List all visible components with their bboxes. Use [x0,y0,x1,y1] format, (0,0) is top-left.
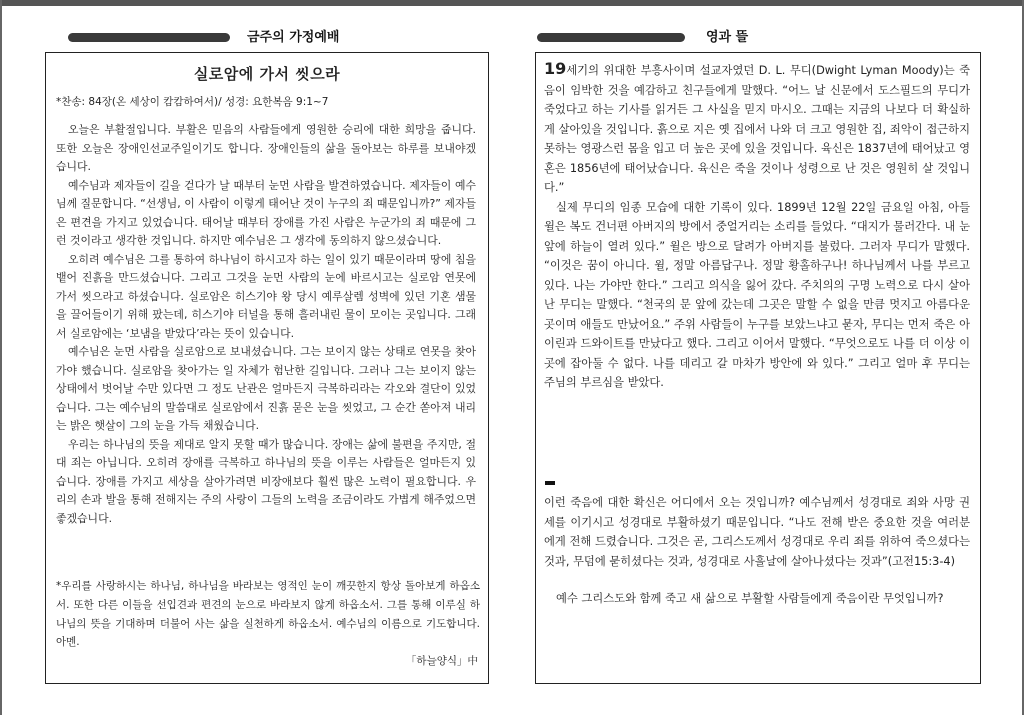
lead-number: 19 [544,59,567,78]
right-header-pill [537,33,685,42]
essay-paragraph: 예수 그리스도와 함께 죽고 새 삶으로 부활할 사람들에게 죽음이란 무엇입니까? [556,592,944,605]
left-page-edge [0,0,2,715]
right-header-label: 영과 뜰 [706,30,749,45]
right-essay-panel [535,52,981,684]
left-devotion-panel [45,52,489,684]
devotion-paragraph: 우리는 하나님의 뜻을 제대로 알지 못할 때가 많습니다. 장애는 삶에 불편을 주지만, 절대 죄는 아닙니다. 오히려 장애를 극복하고 하나님의 뜻을 이루는 사람들은 얼마든지 있습니다. 장애를 가지고 세상을 살아가려면 비장애보다 훨씬 많은 노력이 필요합니다. 우리의 손과 발을 통해 전해지는 주의 사랑이 그들의 노력을 조금이라도 가볍게 해주었으면 좋겠습니다. [56,437,476,525]
devotion-title: 실로암에 가서 씻으라 [193,65,341,83]
devotion-subtitle: *찬송: 84장(온 세상이 캄캄하여서)/ 성경: 요한복음 9:1~7 [56,96,329,108]
devotion-paragraph: 오히려 예수님은 그를 통하여 하나님이 하시고자 하는 일이 있기 때문이라며 땅에 침을 뱉어 진흙을 만드셨습니다. 그리고 그것을 눈먼 사람의 눈에 바르시고는 실로암 연못에 가서 씻으라고 하셨습니다. 실로암은 히스기야 왕 당시 예루살렘 성벽에 있던 기혼 샘물을 끌어들이기 위해 팠는데, 히스기야 터널을 통해 흘러내린 물이 모이는 곳입니다. 그래서 실로암에는 ‘보냄을 받았다’라는 뜻이 있습니다. [56,252,476,340]
devotion-paragraph: 오늘은 부활절입니다. 부활은 믿음의 사람들에게 영원한 승리에 대한 희망을 줍니다. 또한 오늘은 장애인선교주일이기도 합니다. 장애인들의 삶을 돌아보는 하루를 보내야겠습니다. [56,123,476,173]
top-edge-bar [0,0,1024,6]
left-header-pill [68,33,230,42]
prayer-text: *우리를 사랑하시는 하나님, 하나님을 바라보는 영적인 눈이 깨끗한지 항상 돌아보게 하옵소서. 또한 다른 이들을 선입견과 편견의 눈으로 바라보지 않게 하옵소서. 그를 통해 이루실 하나님의 뜻을 기대하며 더불어 사는 삶을 실천하게 하옵소서. 예수님의 이름으로 기도합니다. 아멘. [56,580,480,649]
devotion-paragraph: 예수님과 제자들이 길을 걷다가 날 때부터 눈먼 사람을 발견하였습니다. 제자들이 예수님께 질문합니다. “선생님, 이 사람이 이렇게 태어난 것이 누구의 죄 때문입니까?” 제자들은 편견을 가지고 있었습니다. 태어날 때부터 장애를 가진 사람은 누군가의 죄 때문에 그런 것이라고 생각한 것입니다. 하지만 예수님은 그 생각에 동의하지 않으셨습니다. [56,178,476,247]
essay-body-bottom [544,493,970,609]
essay-body-top [544,59,970,393]
essay-paragraph: 실제 무디의 임종 모습에 대한 기록이 있다. 1899년 12월 22일 금요일 아침, 아들 윌은 복도 건너편 아버지의 방에서 중얼거리는 소리를 들었다. “대지가 물러간다. 내 눈 앞에 하늘이 열려 있다.” 윌은 방으로 달려가 아버지를 불렀다. 그러자 무디가 말했다. “이것은 꿈이 아니다. 윌, 정말 아름답구나. 정말 황홀하구나! 하나님께서 나를 부르고 있다. 나는 가야만 한다.” 그리고 의식을 잃어 갔다. 주치의의 구명 노력으로 다시 살아난 무디는 말했다. “천국의 문 앞에 갔는데 그곳은 말할 수 없을 만큼 멋지고 아름다운 곳이며 애들도 만났어요.” 주위 사람들이 누구를 보았느냐고 묻자, 무디는 먼저 죽은 아이린과 드와이트를 만났다고 했다. 그리고 이어서 말했다. “무엇으로도 나를 더 이상 이곳에 잡아둘 수 없다. 나를 데리고 갈 마차가 방안에 와 있다.” 그리고 얼마 후 무디는 주님의 부르심을 받았다. [544,200,970,389]
essay-paragraph: 이런 죽음에 대한 확신은 어디에서 오는 것입니까? 예수님께서 성경대로 죄와 사망 권세를 이기시고 성경대로 부활하셨기 때문입니다. “나도 전해 받은 중요한 것을 여러분에게 전해 드렸습니다. 그것은 곧, 그리스도께서 성경대로 우리 죄를 위하여 죽으셨다는 것과, 무덤에 묻히셨다는 것과, 성경대로 사흘날에 살아나셨다는 것과”(고전15:3-4) [544,496,970,568]
devotion-paragraph: 예수님은 눈먼 사람을 실로암으로 보내셨습니다. 그는 보이지 않는 상태로 연못을 찾아가야 했습니다. 실로암을 찾아가는 일 자체가 험난한 길입니다. 그러나 그는 보이지 않는 상태에서 벗어날 수만 있다면 그 정도 난관은 얼마든지 극복하리라는 각오와 결단이 있었습니다. 그는 예수님의 말씀대로 실로암에서 진흙 묻은 눈을 씻었고, 그 순간 쏟아져 내리는 밝은 햇살이 그의 눈을 가득 채웠습니다. [56,345,476,432]
essay-paragraph [544,59,970,198]
left-header-label: 금주의 가정예배 [247,30,340,45]
section-marker [545,481,555,485]
essay-paragraph-rest: 세기의 위대한 부흥사이며 설교자였던 D. L. 무디(Dwight Lyman Moody)는 죽음이 임박한 것을 예감하고 친구들에게 말했다. “어느 날 신문에서 도스필드의 무디가 죽었다고 하는 기사를 읽거든 그 사실을 믿지 마시오. 그때는 지금의 나보다 더 확실하게 살아있을 것입니다. 흙으로 지은 옛 집에서 나와 더 크고 영원한 집, 죄악이 접근하지 못하는 영광스런 몸을 입고 더 높은 곳에 있을 것입니다. 육신은 1837년에 태어났고 영혼은 1856년에 태어났습니다. 육신은 죽을 것이나 성령으로 난 것은 영원히 살 것입니다.” [544,64,970,194]
source-credit: 「하늘양식」中 [405,655,478,667]
devotion-body [56,121,476,528]
